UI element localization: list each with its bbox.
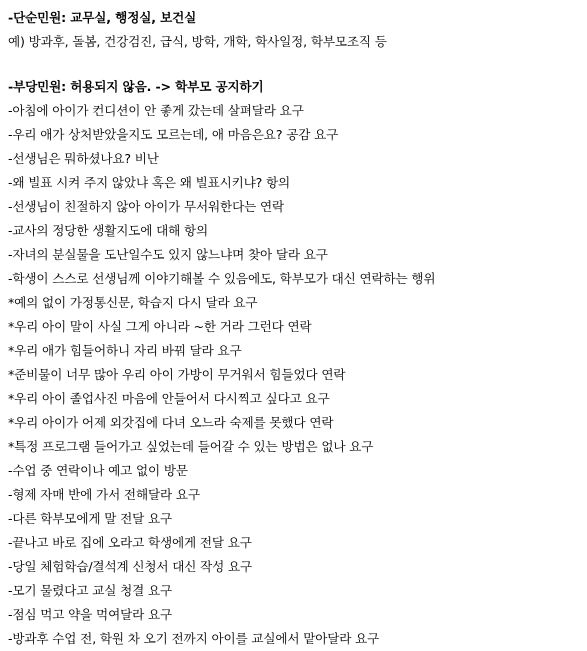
list-item: -방과후 수업 전, 학원 차 오기 전까지 아이를 교실에서 맡아달라 요구 <box>8 631 380 646</box>
list-item: -왜 빌표 시켜 주지 않았냐 혹은 왜 빌표시키냐? 항의 <box>8 175 291 190</box>
list-item: *예의 없이 가정통신문, 학습지 다시 달라 요구 <box>8 295 258 310</box>
list-item: *우리 아이 말이 사실 그게 아니라 ~한 거라 그런다 연락 <box>8 319 312 334</box>
list-item: *우리 아이 졸업사진 마음에 안들어서 다시찍고 싶다고 요구 <box>8 391 330 406</box>
list-item: *특정 프로그램 들어가고 싶었는데 들어갈 수 있는 방법은 없나 요구 <box>8 439 374 454</box>
list-item: -선생님이 친절하지 않아 아이가 무서워한다는 연락 <box>8 199 284 214</box>
list-item: -교사의 정당한 생활지도에 대해 항의 <box>8 223 209 238</box>
list-item: -끝나고 바로 집에 오라고 학생에게 전달 요구 <box>8 535 252 550</box>
list-item: -우리 애가 상처받았을지도 모르는데, 애 마음은요? 공감 요구 <box>8 127 339 142</box>
document-body <box>8 6 583 651</box>
list-item: -다른 학부모에게 말 전달 요구 <box>8 511 172 526</box>
section-heading-simple-complaints: -단순민원: 교무실, 행정실, 보건실 <box>8 10 197 25</box>
list-item: -선생님은 뭐하셨나요? 비난 <box>8 151 159 166</box>
unfair-complaints-list <box>8 99 583 651</box>
list-item: -점심 먹고 약을 먹여달라 요구 <box>8 607 172 622</box>
section-heading-unfair-complaints: -부당민원: 허용되지 않음. -> 학부모 공지하기 <box>8 79 264 94</box>
list-item: -모기 물렸다고 교실 청결 요구 <box>8 583 172 598</box>
list-item: *우리 아이가 어제 외갓집에 다녀 오느라 숙제를 못했다 연락 <box>8 415 334 430</box>
list-item: -당일 체험학습/결석계 신청서 대신 작성 요구 <box>8 559 253 574</box>
list-item: -학생이 스스로 선생님께 이야기해볼 수 있음에도, 학부모가 대신 연락하는 행위 <box>8 271 436 286</box>
list-item: *우리 애가 힘들어하니 자리 바꿔 달라 요구 <box>8 343 242 358</box>
blank-line <box>8 54 583 75</box>
list-item: -수업 중 연락이나 예고 없이 방문 <box>8 463 188 478</box>
list-item: -자녀의 분실물을 도난일수도 있지 않느냐며 찾아 달라 요구 <box>8 247 328 262</box>
list-item: *준비물이 너무 많아 우리 아이 가방이 무거워서 힘들었다 연락 <box>8 367 346 382</box>
simple-complaints-examples: 예) 방과후, 돌봄, 건강검진, 급식, 방학, 개학, 학사일정, 학부모조직 등 <box>8 34 387 49</box>
list-item: -아침에 아이가 컨디션이 안 좋게 갔는데 살펴달라 요구 <box>8 103 304 118</box>
list-item: -형제 자매 반에 가서 전해달라 요구 <box>8 487 200 502</box>
